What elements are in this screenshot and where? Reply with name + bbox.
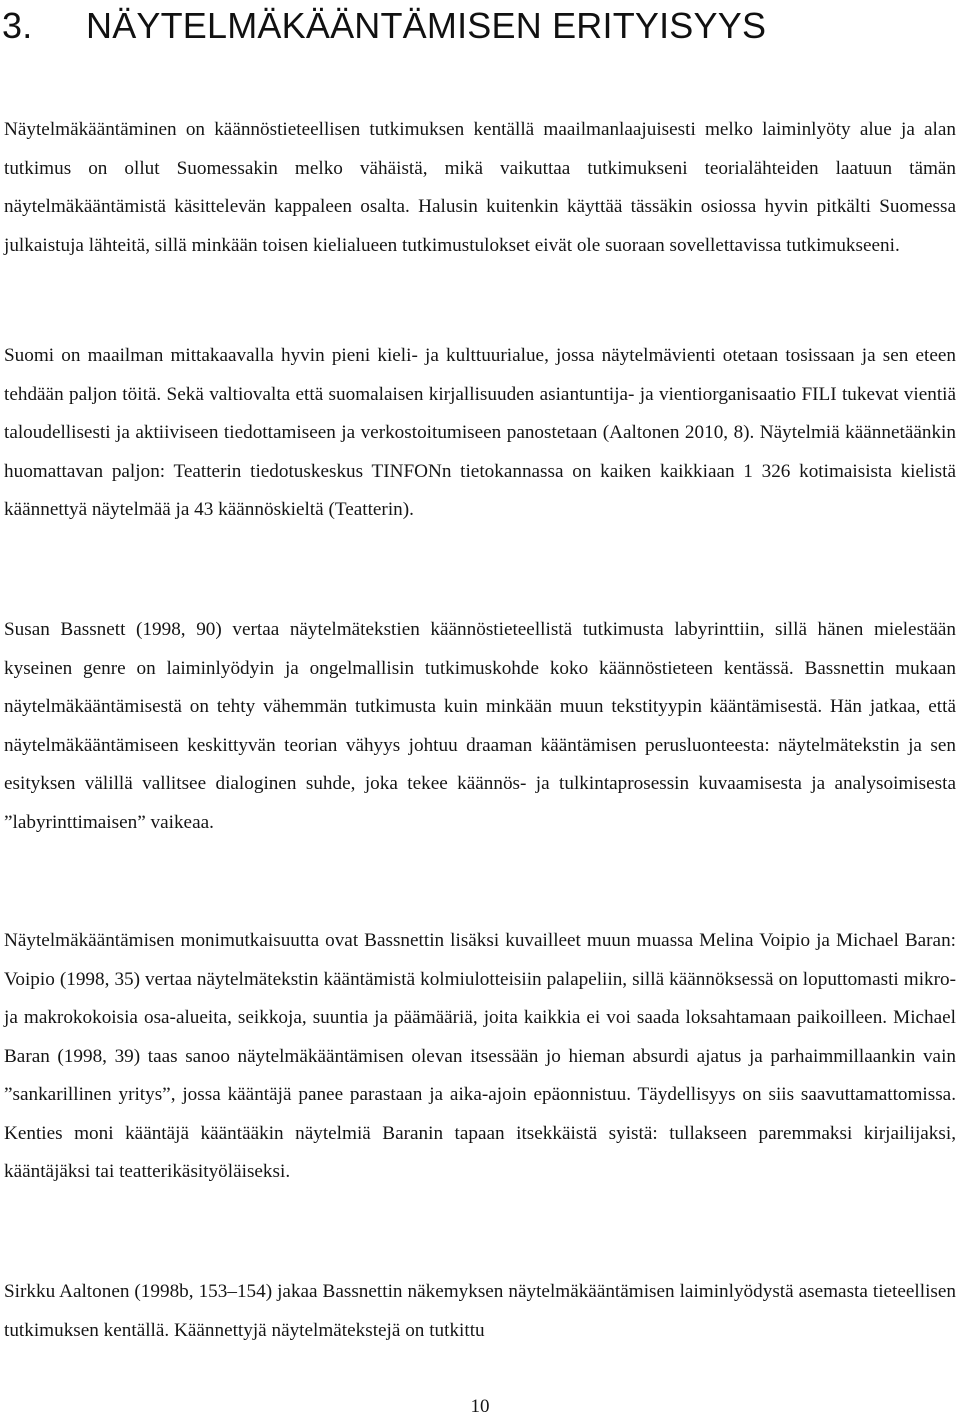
page-number: 10	[470, 1396, 490, 1417]
paragraph: Susan Bassnett (1998, 90) vertaa näytelmätekstien käännöstieteellistä tutkimusta labyrinttiin, sillä hänen mielestään kyseinen genre on laiminlyödyin ja ongelmallisin tutkimuskohde koko käännöstieteen kentässä. Bassnettin mukaan näytelmäkääntämisestä on tehty vähemmän tutkimusta kuin minkään muun tekstityypin kääntämisestä. Hän jatkaa, että näytelmäkääntämiseen keskittyvän teorian vähyys johtuu draaman kääntämisen perusluonteesta: näytelmätekstin ja sen esityksen välillä vallitsee dialoginen suhde, joka tekee käännös- ja tulkintaprosessin kuvaamisesta ja analysoimisesta ”labyrinttimaisen” vaikeaa.	[4, 619, 956, 833]
paragraph: Suomi on maailman mittakaavalla hyvin pieni kieli- ja kulttuurialue, jossa näytelmävienti otetaan tosissaan ja sen eteen tehdään paljon töitä. Sekä valtiovalta että suomalaisen kirjallisuuden asiantuntija- ja vientiorganisaatio FILI tukevat vientiä taloudellisesti ja aktiiviseen tiedottamiseen ja verkostoitumiseen panostetaan (Aaltonen 2010, 8). Näytelmiä käännetäänkin huomattavan paljon: Teatterin tiedotuskeskus TINFONn tietokannassa on kaiken kaikkiaan 1 326 kotimaisista kielistä käännettyä näytelmää ja 43 käännöskieltä (Teatterin).	[4, 345, 956, 520]
paragraph: Näytelmäkääntäminen on käännöstieteellisen tutkimuksen kentällä maailmanlaajuisesti melko laiminlyöty alue ja alan tutkimus on ollut Suomessakin melko vähäistä, mikä vaikuttaa tutkimukseni teorialähteiden laatuun tämän näytelmäkääntämistä käsittelevän kappaleen osalta. Halusin kuitenkin käyttää tässäkin osiossa hyvin pitkälti Suomessa julkaistuja lähteitä, sillä minkään toisen kielialueen tutkimustulokset eivät ole suoraan sovellettavissa tutkimukseeni.	[4, 119, 956, 256]
chapter-heading	[2, 4, 958, 48]
paragraph: Sirkku Aaltonen (1998b, 153–154) jakaa Bassnettin näkemyksen näytelmäkääntämisen laiminlyödystä asemasta tieteellisen tutkimuksen kentällä. Käännettyjä näytelmätekstejä on tutkittu	[4, 1281, 956, 1341]
paragraph: Näytelmäkääntämisen monimutkaisuutta ovat Bassnettin lisäksi kuvailleet muun muassa Melina Voipio ja Michael Baran: Voipio (1998, 35) vertaa näytelmätekstin kääntämistä kolmiulotteisiin palapeliin, sillä käännöksessä on loputtomasti mikro- ja makrokokoisia osa-alueita, seikkoja, suuntia ja päämääriä, joita kaikkia ei voi saada loksahtamaan paikoilleen. Michael Baran (1998, 39) taas sanoo näytelmäkääntämisen olevan itsessään jo hieman absurdi ajatus ja parhaimmillaankin vain ”sankarillinen yritys”, jossa kääntäjä panee parastaan ja aika-ajoin epäonnistuu. Täydellisyys on siis saavuttamattomissa. Kenties moni kääntäjä kääntääkin näytelmiä Baranin tapaan itsekkäistä syistä: tullakseen paremmaksi kirjailijaksi, kääntäjäksi tai teatterikäsityöläiseksi.	[4, 930, 956, 1182]
chapter-title: NÄYTELMÄKÄÄNTÄMISEN ERITYISYYS	[86, 5, 767, 46]
chapter-number: 3.	[2, 5, 33, 46]
